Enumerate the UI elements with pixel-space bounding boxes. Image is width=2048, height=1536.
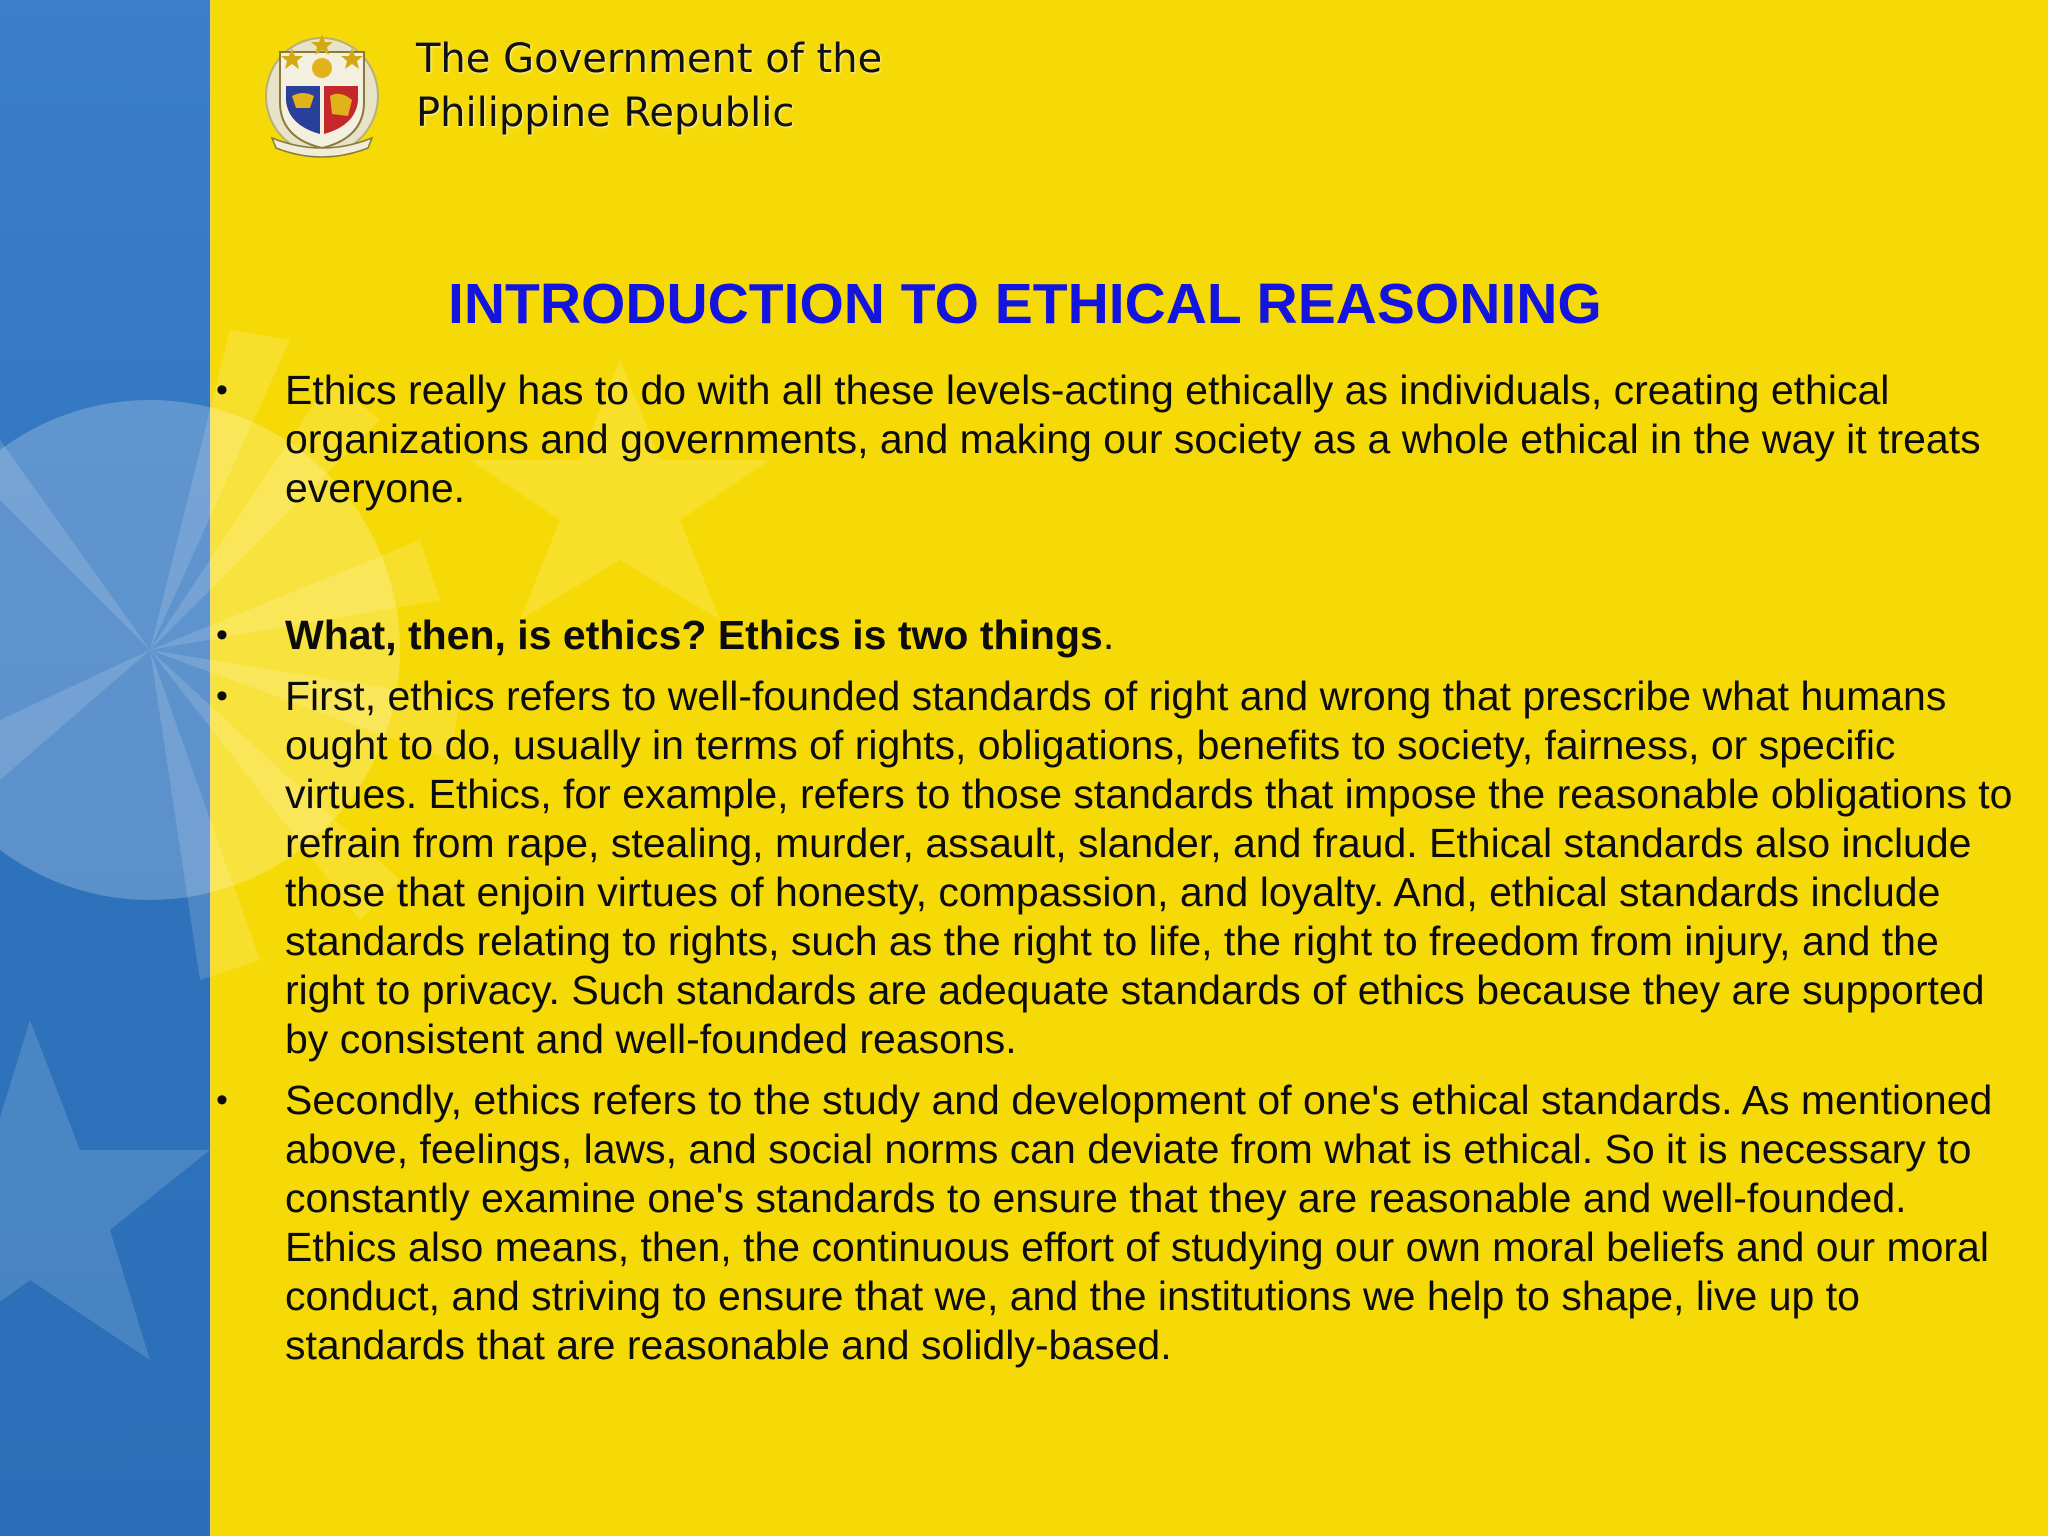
bullet-item — [210, 611, 2018, 660]
bullet-glyph: • — [216, 616, 228, 654]
bullet-text: Secondly, ethics refers to the study and development of one's ethical standards. As mentioned above, feelings, laws, and social norms can deviate from what is ethical. So it is necessary to constantly examine one's standards to ensure that they are reasonable and well-founded. Ethics also means, then, the continuous effort of studying our own moral beliefs and our moral conduct, and striving to ensure that we, and the institutions we help to shape, live up to standards that are reasonable and solidly-based. — [285, 1077, 1993, 1368]
government-title-line1: The Government of the — [416, 36, 883, 82]
bullet-item — [210, 1076, 2018, 1370]
government-title-line2: Philippine Republic — [416, 90, 795, 136]
bullet-glyph: • — [216, 1081, 228, 1119]
slide-title: INTRODUCTION TO ETHICAL REASONING — [448, 272, 1602, 336]
bullet-glyph: • — [216, 677, 228, 715]
header — [262, 30, 882, 160]
bullet-text: First, ethics refers to well-founded standards of right and wrong that prescribe what humans ought to do, usually in terms of rights, obligations, benefits to society, fairness, or specific virtues. Ethics, for example, refers to those standards that impose the reasonable obligations to refrain from rape, stealing, murder, assault, slander, and fraud. Ethical standards also include those that enjoin virtues of honesty, compassion, and loyalty. And, ethical standards include standards relating to rights, such as the right to life, the right to freedom from injury, and the right to privacy. Such standards are adequate standards of ethics because they are supported by consistent and well-founded reasons. — [285, 673, 2013, 1062]
bullet-bold-text: What, then, is ethics? Ethics is two things — [285, 612, 1103, 658]
bullet-item — [210, 672, 2018, 1064]
bullet-item — [210, 366, 2018, 513]
government-title — [416, 32, 882, 140]
blue-sidebar — [0, 0, 212, 1536]
bullet-text: Ethics really has to do with all these levels-acting ethically as individuals, creating ethical organizations and governments, and making our society as a whole ethical in the way it treats everyone. — [285, 367, 1981, 511]
bullet-tail-text: . — [1102, 612, 1115, 658]
philippine-seal-icon — [262, 30, 382, 158]
bullet-glyph: • — [216, 371, 228, 409]
bullet-list — [210, 366, 2018, 1370]
